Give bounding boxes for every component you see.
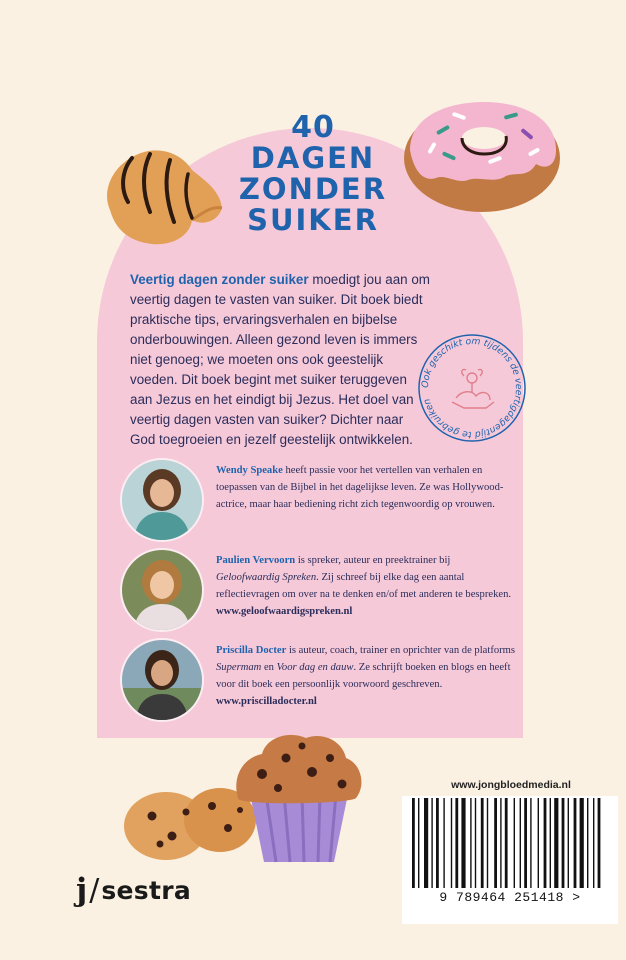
intro-body: moedigt jou aan om veertig dagen te vasten van suiker. Dit boek biedt praktische tips, ervaringsverhalen en bijbelse onderbouwingen. Alleen gezond leven is immers niet genoeg; we moeten ons ook geestelijk voeden. Dit boek begint met suiker teruggeven aan Jezus en het eindigt bij Jezus. Het doel van veertig dagen vasten van suiker? Dichter naar God toegroeien en jezelf geestelijk ontwikkelen.	[130, 272, 430, 447]
author-bio-paulien: Paulien Vervoorn is spreker, auteur en preektrainer bij Geloofwaardig Spreken. Zij schreef bij elke dag een aantal reflectievragen om over na te denken en/of met anderen te bespreken. www.geloofwaardigspreken.nl	[216, 555, 512, 617]
book-title	[238, 112, 388, 236]
author-photo-wendy	[120, 458, 204, 542]
publisher-website[interactable]: www.jongbloedmedia.nl	[451, 779, 571, 791]
lent-stamp	[416, 332, 528, 444]
author-url-priscilla[interactable]: www.priscilladocter.nl	[216, 696, 317, 707]
author-paulien-vervoorn	[120, 548, 520, 632]
croissant-illustration	[92, 140, 228, 250]
title-line-1: DAGEN	[250, 141, 376, 175]
author-wendy-speake	[120, 458, 520, 542]
author-photo-priscilla	[120, 638, 204, 722]
author-priscilla-docter	[120, 638, 520, 722]
donut-illustration	[396, 92, 566, 216]
author-name: Wendy Speake	[216, 465, 283, 476]
cookies-muffin-illustration	[116, 728, 366, 868]
author-name: Priscilla Docter	[216, 645, 287, 656]
author-photo-paulien	[120, 548, 204, 632]
author-url-paulien[interactable]: www.geloofwaardigspreken.nl	[216, 606, 353, 617]
publisher-name: sestra	[101, 875, 191, 905]
author-bio-priscilla: Priscilla Docter is auteur, coach, trainer en oprichter van de platforms Supermam en Voor dag en dauw. Ze schrijft boeken en blogs en heeft voor dit boek een persoonlijk voorwoord geschreven. www.priscilladocter.nl	[216, 645, 516, 707]
stamp-text: Ook geschikt om tijdens de veertigdagentijd te gebruiken	[419, 335, 525, 441]
publisher-mark: j	[76, 872, 88, 908]
hands-flower-icon	[452, 369, 494, 408]
author-name: Paulien Vervoorn	[216, 555, 296, 566]
isbn-number: 9 789464 251418 >	[402, 890, 618, 905]
intro-blurb	[130, 270, 430, 450]
publisher-logo: j / sestra	[76, 872, 191, 908]
intro-lead: Veertig dagen zonder suiker	[130, 272, 309, 287]
title-line-3: SUIKER	[247, 203, 379, 237]
author-bio-wendy: Wendy Speake heeft passie voor het vertellen van verhalen en toepassen van de Bijbel in het dagelijkse leven. Ze was Hollywood-actrice, maar haar bediening richt zich tegenwoordig op vrouwen.	[216, 465, 504, 510]
title-number: 40	[291, 110, 335, 145]
title-line-2: ZONDER	[238, 172, 388, 206]
barcode-bars	[402, 796, 618, 892]
